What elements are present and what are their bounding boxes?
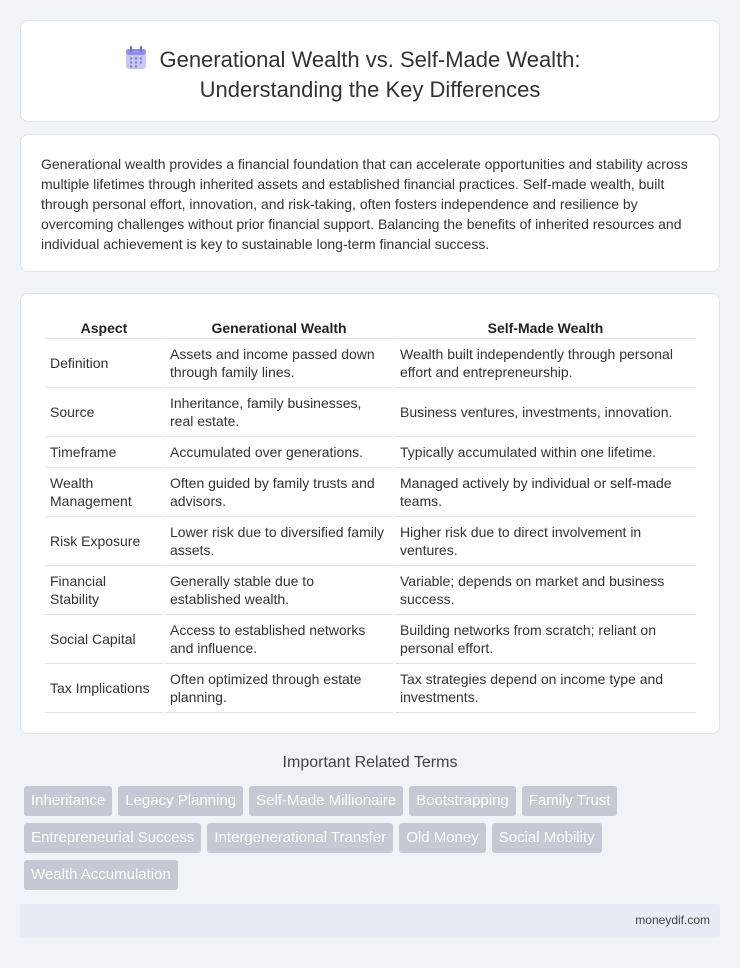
table-row [45, 468, 696, 517]
cell-self-made: Variable; depends on market and business success. [395, 566, 696, 615]
tag-old-money[interactable]: Old Money [399, 823, 486, 853]
title-card [20, 20, 720, 122]
related-terms-heading: Important Related Terms [282, 754, 458, 771]
table-header-row [45, 315, 696, 339]
table-row [45, 339, 696, 388]
comparison-table [43, 315, 698, 713]
cell-generational: Inheritance, family businesses, real estate. [165, 388, 393, 437]
title-line-1: Generational Wealth vs. Self-Made Wealth: [159, 47, 581, 72]
comparison-table-card [20, 293, 720, 734]
header-generational: Generational Wealth [165, 315, 393, 339]
cell-aspect: Wealth Management [45, 468, 163, 517]
cell-aspect: Definition [45, 339, 163, 388]
tag-intergenerational-transfer[interactable]: Intergenerational Transfer [207, 823, 393, 853]
cell-aspect: Source [45, 388, 163, 437]
cell-generational: Accumulated over generations. [165, 437, 393, 468]
related-terms-tags [24, 786, 704, 897]
tag-self-made-millionaire[interactable]: Self-Made Millionaire [249, 786, 403, 816]
table-row [45, 388, 696, 437]
cell-self-made: Building networks from scratch; reliant on personal effort. [395, 615, 696, 664]
tag-row [24, 823, 704, 853]
table-row [45, 615, 696, 664]
cell-aspect: Timeframe [45, 437, 163, 468]
summary-text: Generational wealth provides a financial foundation that can accelerate opportunities and stability across multiple lifetimes through inherited assets and established financial practices. Self-made wealth, built through personal effort, innovation, and risk-taking, often fosters independence and resilience by overcoming challenges without prior financial support. Balancing the benefits of inherited resources and individual achievement is key to sustainable long-term financial success. [41, 156, 688, 252]
cell-self-made: Tax strategies depend on income type and investments. [395, 664, 696, 713]
cell-self-made: Wealth built independently through personal effort and entrepreneurship. [395, 339, 696, 388]
table-row [45, 664, 696, 713]
cell-generational: Often guided by family trusts and advisors. [165, 468, 393, 517]
cell-aspect: Financial Stability [45, 566, 163, 615]
header-self-made: Self-Made Wealth [395, 315, 696, 339]
table-row [45, 566, 696, 615]
tag-entrepreneurial-success[interactable]: Entrepreneurial Success [24, 823, 201, 853]
cell-aspect: Risk Exposure [45, 517, 163, 566]
footer [20, 904, 720, 938]
page-title [21, 45, 719, 105]
title-line-2: Understanding the Key Differences [199, 77, 541, 102]
tag-wealth-accumulation[interactable]: Wealth Accumulation [24, 860, 178, 890]
cell-generational: Generally stable due to established wealth. [165, 566, 393, 615]
cell-self-made: Typically accumulated within one lifetime. [395, 437, 696, 468]
tag-inheritance[interactable]: Inheritance [24, 786, 112, 816]
cell-self-made: Higher risk due to direct involvement in ventures. [395, 517, 696, 566]
cell-aspect: Social Capital [45, 615, 163, 664]
footer-site[interactable]: moneydif.com [635, 913, 710, 927]
tag-legacy-planning[interactable]: Legacy Planning [118, 786, 243, 816]
header-aspect: Aspect [45, 315, 163, 339]
tag-family-trust[interactable]: Family Trust [522, 786, 618, 816]
tag-social-mobility[interactable]: Social Mobility [492, 823, 602, 853]
cell-generational: Lower risk due to diversified family assets. [165, 517, 393, 566]
tag-row [24, 786, 704, 816]
tag-row [24, 860, 704, 890]
cell-self-made: Managed actively by individual or self-made teams. [395, 468, 696, 517]
cell-generational: Assets and income passed down through family lines. [165, 339, 393, 388]
table-row [45, 437, 696, 468]
cell-generational: Access to established networks and influence. [165, 615, 393, 664]
cell-self-made: Business ventures, investments, innovation. [395, 388, 696, 437]
cell-aspect: Tax Implications [45, 664, 163, 713]
tag-bootstrapping[interactable]: Bootstrapping [409, 786, 516, 816]
table-row [45, 517, 696, 566]
cell-generational: Often optimized through estate planning. [165, 664, 393, 713]
summary-card [20, 134, 720, 272]
